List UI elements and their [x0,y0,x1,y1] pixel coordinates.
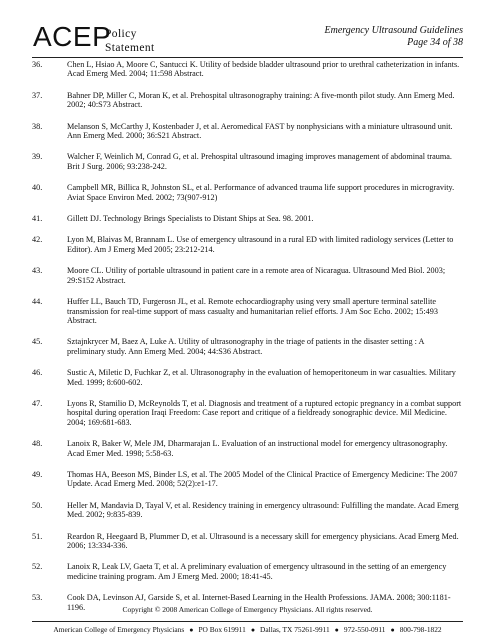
reference-text: Walcher F, Weinlich M, Conrad G, et al. Prehospital ultrasound imaging improves management of abdominal trauma. Brit J Surg. 2006; 93:238-242. [67,152,452,171]
reference-item [32,337,464,356]
reference-item [32,470,464,489]
reference-text: Sztajnkrycer M, Baez A, Luke A. Utility of ultrasonography in the triage of patients in the disaster setting : A preliminary study. Ann Emerg Med. 2004; 44:S36 Abstract. [67,337,424,356]
reference-text: Moore CL. Utility of portable ultrasound in patient care in a remote area of Nicaragua. Ultrasound Med Biol. 2003; 29:S152 Abstract. [67,266,446,285]
reference-item [32,91,464,110]
footer-phone-2: 800-798-1822 [399,625,442,634]
reference-text: Chen L, Hsiao A, Moore C, Santucci K. Utility of bedside bladder ultrasound prior to urethral catheterization in infants. Acad Emerg Med. 2004; 11:598 Abstract. [67,60,460,79]
reference-item [32,183,464,202]
reference-item [32,214,464,223]
header-right [325,25,464,49]
reference-text: Lanoix R, Leak LV, Gaeta T, et al. A preliminary evaluation of emergency ultrasound in the setting of an emergency medicine training program. Am J Emerg Med. 2000; 18:41-45. [67,562,447,581]
reference-text: Cook DA, Levinson AJ, Garside S, et al. Internet-Based Learning in the Health Professions. JAMA. 2008; 300:1181-1196. [67,593,451,612]
bullet-icon: ● [390,626,395,634]
reference-item [32,562,464,581]
footer [0,625,495,634]
reference-text: Heller M, Mandavia D, Tayal V, et al. Residency training in emergency ultrasound: Fulfilling the mandate. Acad Emerg Med. 2002; 9:835-839. [67,500,459,520]
footer-divider [32,621,463,622]
reference-text: Lyons R, Stamilio D, McReynolds T, et al. Diagnosis and treatment of a ruptured ectopic pregnancy in a combat support hospital during operation Iraqi Freedom: Case report and critique of a fieldready sonographic device. Mil Medicine. 2004; 169:681-683. [67,398,462,427]
document-title: Emergency Ultrasound Guidelines [324,25,463,36]
reference-item [32,399,464,427]
reference-number: 53. [32,593,43,603]
bullet-icon: ● [250,626,256,634]
reference-list [32,60,464,612]
reference-text: Huffer LL, Bauch TD, Furgerosn JL, et al. Remote echocardiography using very small aperture terminal satellite transmission for real-time support of mass casualty and humanitarian relief efforts. J Am Soc Echo. 2002; 15:493 Abstract. [67,297,438,325]
reference-item [32,152,464,171]
reference-text: Sustic A, Miletic D, Fuchkar Z, et al. Ultrasonography in the evaluation of hemoperitoneum in war casualties. Military Med. 1999; 8:600-602. [67,368,456,387]
footer-org: American College of Emergency Physicians [53,625,185,634]
footer-po-box: PO Box 619911 [198,625,246,634]
reference-number: 40. [32,183,43,193]
logo-statement: Statement [105,42,155,54]
header-divider [32,57,463,58]
reference-number: 37. [32,90,43,100]
reference-item [32,266,464,285]
reference-text: Lyon M, Blaivas M, Brannam L. Use of emergency ultrasound in a rural ED with limited radiology services (Letter to Editor). Am J Emerg Med 2005; 23:212-214. [67,235,454,254]
reference-item [32,235,464,254]
copyright-notice: Copyright © 2008 American College of Emergency Physicians. All rights reserved. [122,605,373,614]
reference-number: 50. [32,500,43,510]
reference-item [32,297,464,325]
footer-phone-1: 972-550-0911 [343,625,386,634]
page-number: Page 34 of 38 [407,37,463,48]
reference-number: 39. [32,152,43,162]
reference-number: 44. [32,297,43,307]
reference-text: Melanson S, McCarthy J, Kostenbader J, et al. Aeromedical FAST by nonphysicians with a miniature ultrasound unit. Ann Emerg Med. 2000; 36:S21 Abstract. [67,121,453,141]
reference-number: 43. [32,266,43,276]
footer-city: Dallas, TX 75261-9911 [260,625,330,634]
reference-number: 46. [32,368,43,378]
reference-item [32,60,464,79]
reference-number: 38. [32,121,43,131]
reference-number: 51. [32,531,43,541]
reference-text: Bahner DP, Miller C, Moran K, et al. Prehospital ultrasonography training: A five-month pilot study. Ann Emerg Med. 2002; 40:S73 Abstract. [67,90,455,110]
reference-item [32,501,464,520]
reference-text: Reardon R, Heegaard B, Plummer D, et al. Ultrasound is a necessary skill for emergency physicians. Acad Emerg Med. 2006; 13:334-336. [67,531,459,550]
reference-number: 45. [32,337,43,347]
reference-number: 36. [32,60,43,69]
reference-number: 52. [32,562,43,572]
reference-number: 49. [32,469,43,479]
reference-text: Campbell MR, Billica R, Johnston SL, et al. Performance of advanced trauma life support procedures in microgravity. Aviat Space Environ Med. 2002; 73(907-912) [67,183,455,202]
reference-text: Gillett DJ. Technology Brings Specialists to Distant Ships at Sea. 98. 2001. [67,214,314,224]
reference-item [32,122,464,141]
bullet-icon: ● [189,626,194,634]
logo-acep: ACEP [33,21,112,52]
reference-text: Lanoix R, Baker W, Mele JM, Dharmarajan L. Evaluation of an instructional model for emergency ultrasonography. Acad Emer Med. 1998; 5:58-63. [67,439,448,458]
reference-text: Thomas HA, Beeson MS, Binder LS, et al. The 2005 Model of the Clinical Practice of Emergency Medicine: The 2007 Update. Acad Emerg Med. 2008; 52(2):e1-17. [67,469,458,489]
reference-item [32,439,464,458]
reference-number: 48. [32,439,43,449]
reference-item [32,532,464,551]
bullet-icon: ● [334,626,339,634]
logo-policy: Policy [105,28,137,40]
reference-number: 42. [32,235,43,245]
reference-item [32,368,464,387]
reference-number: 41. [32,214,43,224]
reference-number: 47. [32,398,43,408]
